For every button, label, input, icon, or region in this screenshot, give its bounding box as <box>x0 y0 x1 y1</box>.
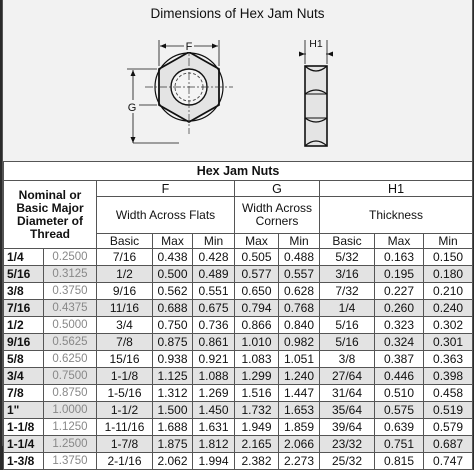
table-row <box>4 317 473 334</box>
cell-h1-max: 0.227 <box>375 283 424 300</box>
label-h1: H1 <box>309 38 323 50</box>
group-f-description: Width Across Flats <box>97 197 235 234</box>
cell-g-max: 2.382 <box>235 453 279 470</box>
cell-g-max: 1.010 <box>235 334 279 351</box>
cell-h1-basic: 3/16 <box>320 266 375 283</box>
col-f-min: Min <box>193 234 235 249</box>
group-g-letter: G <box>235 181 320 197</box>
cell-f-basic: 1-1/2 <box>97 402 153 419</box>
cell-h1-basic: 35/64 <box>320 402 375 419</box>
cell-f-max: 1.312 <box>153 385 193 402</box>
cell-nominal-fraction: 1/2 <box>4 317 44 334</box>
cell-h1-min: 0.363 <box>424 351 473 368</box>
dimension-h1 <box>299 36 333 64</box>
nut-side-view <box>305 66 327 146</box>
cell-h1-max: 0.815 <box>375 453 424 470</box>
cell-h1-max: 0.323 <box>375 317 424 334</box>
cell-f-max: 1.688 <box>153 419 193 436</box>
cell-nominal-fraction: 3/4 <box>4 368 44 385</box>
cell-h1-min: 0.747 <box>424 453 473 470</box>
cell-g-max: 1.516 <box>235 385 279 402</box>
cell-h1-max: 0.163 <box>375 249 424 266</box>
cell-nominal-fraction: 1-3/8 <box>4 453 44 470</box>
cell-f-max: 0.938 <box>153 351 193 368</box>
cell-f-max: 1.125 <box>153 368 193 385</box>
cell-nominal-decimal: 0.3750 <box>44 283 97 300</box>
cell-f-min: 1.269 <box>193 385 235 402</box>
cell-g-min: 0.840 <box>279 317 320 334</box>
cell-h1-min: 0.398 <box>424 368 473 385</box>
cell-f-min: 1.994 <box>193 453 235 470</box>
cell-g-max: 0.794 <box>235 300 279 317</box>
cell-g-max: 1.299 <box>235 368 279 385</box>
col-f-basic: Basic <box>97 234 153 249</box>
cell-f-basic: 15/16 <box>97 351 153 368</box>
cell-f-min: 1.088 <box>193 368 235 385</box>
cell-h1-min: 0.240 <box>424 300 473 317</box>
cell-f-max: 0.438 <box>153 249 193 266</box>
cell-h1-min: 0.302 <box>424 317 473 334</box>
cell-nominal-decimal: 0.6250 <box>44 351 97 368</box>
table-row <box>4 402 473 419</box>
cell-h1-basic: 5/16 <box>320 317 375 334</box>
table-body <box>4 249 473 470</box>
cell-f-basic: 11/16 <box>97 300 153 317</box>
cell-g-max: 1.949 <box>235 419 279 436</box>
cell-h1-min: 0.210 <box>424 283 473 300</box>
cell-f-basic: 7/8 <box>97 334 153 351</box>
col-g-max: Max <box>235 234 279 249</box>
cell-h1-max: 0.751 <box>375 436 424 453</box>
cell-f-basic: 1-7/8 <box>97 436 153 453</box>
cell-f-basic: 2-1/16 <box>97 453 153 470</box>
cell-h1-max: 0.446 <box>375 368 424 385</box>
cell-nominal-decimal: 1.0000 <box>44 402 97 419</box>
cell-nominal-fraction: 1/4 <box>4 249 44 266</box>
cell-h1-min: 0.687 <box>424 436 473 453</box>
cell-f-min: 0.675 <box>193 300 235 317</box>
cell-nominal-decimal: 1.3750 <box>44 453 97 470</box>
cell-h1-min: 0.150 <box>424 249 473 266</box>
cell-h1-basic: 5/32 <box>320 249 375 266</box>
table-row <box>4 453 473 470</box>
cell-f-min: 0.736 <box>193 317 235 334</box>
cell-f-basic: 1/2 <box>97 266 153 283</box>
cell-g-min: 0.488 <box>279 249 320 266</box>
cell-g-min: 1.447 <box>279 385 320 402</box>
cell-f-min: 1.450 <box>193 402 235 419</box>
cell-nominal-decimal: 0.5625 <box>44 334 97 351</box>
cell-f-min: 1.631 <box>193 419 235 436</box>
cell-nominal-decimal: 0.8750 <box>44 385 97 402</box>
cell-f-basic: 3/4 <box>97 317 153 334</box>
cell-h1-basic: 5/16 <box>320 334 375 351</box>
cell-h1-max: 0.639 <box>375 419 424 436</box>
cell-nominal-fraction: 5/16 <box>4 266 44 283</box>
cell-h1-basic: 25/32 <box>320 453 375 470</box>
cell-f-max: 0.500 <box>153 266 193 283</box>
group-f-letter: F <box>97 181 235 197</box>
cell-nominal-fraction: 7/8 <box>4 385 44 402</box>
cell-f-min: 0.861 <box>193 334 235 351</box>
cell-h1-min: 0.519 <box>424 402 473 419</box>
cell-f-max: 1.500 <box>153 402 193 419</box>
cell-f-max: 0.688 <box>153 300 193 317</box>
cell-h1-basic: 39/64 <box>320 419 375 436</box>
cell-h1-basic: 1/4 <box>320 300 375 317</box>
cell-nominal-decimal: 0.3125 <box>44 266 97 283</box>
cell-g-min: 2.273 <box>279 453 320 470</box>
cell-g-max: 0.505 <box>235 249 279 266</box>
label-f: F <box>185 41 193 53</box>
cell-f-basic: 7/16 <box>97 249 153 266</box>
cell-f-max: 2.062 <box>153 453 193 470</box>
cell-h1-basic: 27/64 <box>320 368 375 385</box>
cell-g-max: 0.577 <box>235 266 279 283</box>
cell-f-min: 1.812 <box>193 436 235 453</box>
cell-nominal-decimal: 0.5000 <box>44 317 97 334</box>
cell-h1-basic: 31/64 <box>320 385 375 402</box>
col-h1-min: Min <box>424 234 473 249</box>
cell-nominal-fraction: 3/8 <box>4 283 44 300</box>
cell-g-max: 0.866 <box>235 317 279 334</box>
table-row <box>4 283 473 300</box>
cell-g-max: 0.650 <box>235 283 279 300</box>
cell-g-min: 0.768 <box>279 300 320 317</box>
table-row <box>4 385 473 402</box>
table-row <box>4 249 473 266</box>
cell-g-min: 1.859 <box>279 419 320 436</box>
cell-h1-min: 0.458 <box>424 385 473 402</box>
cell-h1-basic: 3/8 <box>320 351 375 368</box>
cell-nominal-decimal: 0.2500 <box>44 249 97 266</box>
cell-g-min: 1.653 <box>279 402 320 419</box>
cell-nominal-fraction: 7/16 <box>4 300 44 317</box>
cell-f-basic: 1-11/16 <box>97 419 153 436</box>
cell-h1-max: 0.324 <box>375 334 424 351</box>
cell-g-max: 2.165 <box>235 436 279 453</box>
cell-h1-min: 0.180 <box>424 266 473 283</box>
col-g-min: Min <box>279 234 320 249</box>
cell-g-min: 1.240 <box>279 368 320 385</box>
cell-f-basic: 9/16 <box>97 283 153 300</box>
col-h1-max: Max <box>375 234 424 249</box>
table-row <box>4 436 473 453</box>
cell-h1-basic: 23/32 <box>320 436 375 453</box>
cell-h1-max: 0.510 <box>375 385 424 402</box>
nut-front-view <box>145 44 233 134</box>
dimensions-sheet <box>2 0 473 468</box>
cell-g-min: 2.066 <box>279 436 320 453</box>
cell-f-basic: 1-1/8 <box>97 368 153 385</box>
hex-jam-nuts-table <box>3 161 473 470</box>
cell-g-min: 1.051 <box>279 351 320 368</box>
cell-g-max: 1.732 <box>235 402 279 419</box>
cell-nominal-fraction: 5/8 <box>4 351 44 368</box>
group-g-description: Width Across Corners <box>235 197 320 234</box>
hex-nut-diagram <box>3 26 472 160</box>
cell-nominal-fraction: 1" <box>4 402 44 419</box>
cell-h1-min: 0.579 <box>424 419 473 436</box>
cell-nominal-decimal: 1.2500 <box>44 436 97 453</box>
group-h1-letter: H1 <box>320 181 473 197</box>
cell-f-max: 1.875 <box>153 436 193 453</box>
cell-f-min: 0.428 <box>193 249 235 266</box>
table-row <box>4 266 473 283</box>
table-row <box>4 368 473 385</box>
cell-g-min: 0.628 <box>279 283 320 300</box>
cell-h1-max: 0.195 <box>375 266 424 283</box>
cell-f-min: 0.551 <box>193 283 235 300</box>
cell-f-min: 0.489 <box>193 266 235 283</box>
cell-nominal-decimal: 0.4375 <box>44 300 97 317</box>
cell-h1-max: 0.260 <box>375 300 424 317</box>
cell-h1-min: 0.301 <box>424 334 473 351</box>
cell-g-max: 1.083 <box>235 351 279 368</box>
cell-f-max: 0.562 <box>153 283 193 300</box>
cell-g-min: 0.557 <box>279 266 320 283</box>
cell-f-basic: 1-5/16 <box>97 385 153 402</box>
col-h1-basic: Basic <box>320 234 375 249</box>
group-h1-description: Thickness <box>320 197 473 234</box>
table-row <box>4 300 473 317</box>
cell-h1-max: 0.387 <box>375 351 424 368</box>
cell-nominal-fraction: 9/16 <box>4 334 44 351</box>
cell-h1-max: 0.575 <box>375 402 424 419</box>
col-f-max: Max <box>153 234 193 249</box>
cell-nominal-decimal: 0.7500 <box>44 368 97 385</box>
nominal-diameter-header: Nominal or Basic Major Diameter of Thread <box>4 181 97 249</box>
cell-nominal-decimal: 1.1250 <box>44 419 97 436</box>
cell-nominal-fraction: 1-1/4 <box>4 436 44 453</box>
table-row <box>4 351 473 368</box>
cell-h1-basic: 7/32 <box>320 283 375 300</box>
cell-g-min: 0.982 <box>279 334 320 351</box>
table-title: Hex Jam Nuts <box>4 162 473 181</box>
table-row <box>4 334 473 351</box>
cell-f-max: 0.875 <box>153 334 193 351</box>
label-g: G <box>127 102 137 114</box>
cell-nominal-fraction: 1-1/8 <box>4 419 44 436</box>
cell-f-min: 0.921 <box>193 351 235 368</box>
document-title: Dimensions of Hex Jam Nuts <box>150 6 325 21</box>
cell-f-max: 0.750 <box>153 317 193 334</box>
table-row <box>4 419 473 436</box>
